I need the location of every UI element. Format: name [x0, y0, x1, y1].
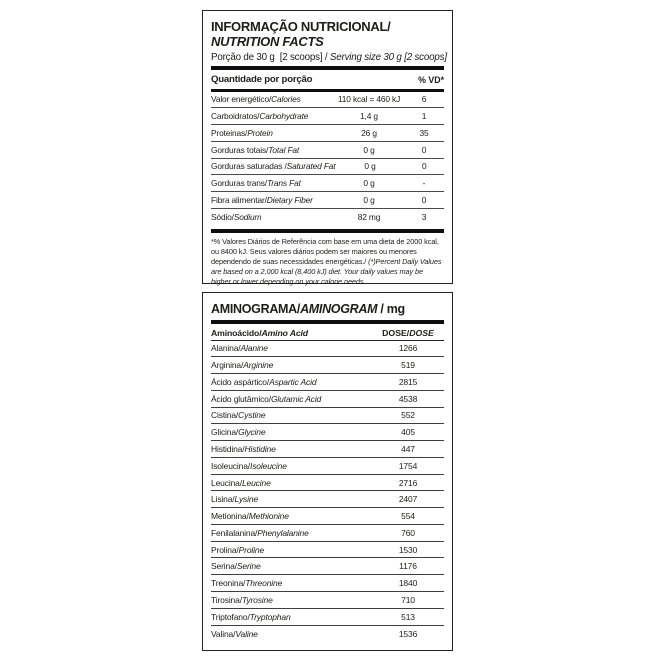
nutrient-dv: 0 [422, 161, 427, 172]
nutrient-amount: 0 g [363, 178, 375, 189]
nutrient-amount: 26 g [361, 127, 377, 138]
amino-acid-name [211, 612, 372, 622]
amino-acid-name [211, 360, 372, 370]
nutrient-label [211, 94, 334, 104]
amino-acid-dose: 2716 [398, 477, 418, 488]
amino-acid-name-en: Cystine [238, 410, 266, 421]
thick-divider-bar-bottom [211, 229, 444, 233]
nutrient-amount: 110 kcal = 460 kJ [337, 94, 401, 105]
amino-acid-name [211, 494, 372, 504]
nutrient-amount: 82 mg [357, 212, 381, 223]
nutrient-name-pt: Sódio/ [211, 212, 234, 223]
aminogram-table-row [211, 508, 444, 525]
amino-acid-name [211, 427, 372, 437]
nutrient-dv: 3 [421, 212, 427, 223]
amino-acid-name-pt: Ácido aspártico/ [211, 376, 270, 387]
amino-acid-name [211, 545, 372, 555]
amino-acid-name-en: Methionine [248, 511, 289, 522]
amino-acid-name-pt: Alanina/ [211, 343, 241, 354]
nutrient-dv: 0 [421, 144, 427, 155]
amino-acid-dose: 760 [401, 527, 415, 538]
amino-acid-header-en: Amino Acid [261, 327, 308, 338]
nutrition-facts-panel [202, 10, 453, 284]
amino-acid-dose: 710 [401, 594, 415, 605]
amino-acid-name-en: Serine [236, 561, 261, 572]
nutrition-table-row [211, 175, 444, 192]
aminogram-table-row [211, 424, 444, 441]
amino-acid-name-en: Histidine [244, 443, 276, 454]
nutrition-table-row [211, 209, 444, 226]
aminogram-title [211, 302, 444, 317]
aminogram-table-row [211, 458, 444, 475]
percent-dv-header: % VD* [418, 74, 444, 85]
nutrient-amount: 0 g [363, 194, 375, 205]
aminogram-table-row [211, 357, 444, 374]
nutrient-name-pt: Proteinas/ [211, 127, 248, 138]
nutrient-label [211, 195, 334, 205]
nutrition-table-row [211, 159, 444, 176]
amino-acid-name-en: Glutamic Acid [270, 393, 322, 404]
nutrition-panel-inner [203, 11, 452, 287]
amino-acid-name-en: Leucine [241, 477, 271, 488]
amino-acid-name-pt: Metionina/ [211, 511, 249, 522]
amino-acid-name [211, 511, 372, 521]
amino-acid-name-en: Proline [238, 544, 265, 555]
nutrition-table-header [211, 70, 444, 89]
amino-acid-name-pt: Histidina/ [211, 443, 245, 454]
amino-acid-dose: 519 [401, 360, 415, 371]
amino-acid-name-en: Lysine [234, 494, 259, 505]
amino-acid-name [211, 629, 372, 639]
amino-acid-dose: 2815 [398, 376, 418, 387]
nutrition-title-pt: INFORMAÇÃO NUTRICIONAL/ [211, 19, 391, 34]
nutrient-name-pt: Gorduras saturadas / [211, 161, 287, 172]
nutrient-name-en: Calories [271, 94, 301, 105]
dose-header-pt: DOSE/ [382, 327, 410, 338]
footnote-pt: *% Valores Diários de Referência com base em uma dieta de 2000 kcal, ou 8400 kJ. Seus valores diários podem ser maiores ou menores dependendo de suas necessidades energéticas./ [211, 236, 439, 266]
nutrient-name-en: Dietary Fiber [266, 194, 313, 205]
nutrient-label [211, 145, 334, 155]
amino-acid-name-pt: Fenilalanina/ [211, 527, 258, 538]
nutrient-dv: 0 [421, 194, 427, 205]
quantity-per-serving-header: Quantidade por porção [211, 74, 313, 85]
nutrient-dv: 35 [419, 127, 429, 138]
aminogram-table-row [211, 525, 444, 542]
amino-acid-name-en: Threonine [245, 578, 283, 589]
aminogram-table-row [211, 558, 444, 575]
amino-acid-name [211, 410, 372, 420]
nutrient-name-pt: Gorduras totais/ [211, 144, 269, 155]
amino-acid-name-pt: Lisina/ [211, 494, 235, 505]
aminogram-table-header [211, 326, 444, 341]
amino-acid-name [211, 528, 372, 538]
nutrient-name-en: Sodium [233, 212, 262, 223]
aminogram-thick-divider-bar [211, 320, 444, 324]
amino-acid-name [211, 478, 372, 488]
nutrient-name-en: Protein [247, 127, 273, 138]
nutrition-title-en: NUTRITION FACTS [211, 33, 324, 49]
aminogram-table-row [211, 391, 444, 408]
nutrient-label [211, 111, 334, 121]
amino-acid-dose: 1840 [398, 578, 418, 589]
amino-acid-dose: 1266 [398, 343, 418, 354]
amino-acid-dose: 552 [401, 410, 415, 421]
amino-acid-dose: 2407 [398, 494, 418, 505]
amino-acid-name-en: Glycine [238, 427, 266, 438]
nutrient-name-pt: Gorduras trans/ [211, 178, 267, 189]
amino-acid-name-en: Valine [235, 628, 258, 639]
nutrient-label [211, 161, 335, 171]
amino-acid-name-pt: Valina/ [211, 628, 236, 639]
amino-acid-dose: 513 [401, 611, 415, 622]
nutrition-table-row [211, 92, 444, 109]
amino-acid-name-pt: Treonina/ [211, 578, 246, 589]
aminogram-table-row [211, 475, 444, 492]
nutrient-label [211, 178, 334, 188]
amino-acid-name-en: Tyrosine [241, 594, 273, 605]
nutrient-name-pt: Fibra alimentar/ [211, 194, 267, 205]
amino-acid-dose: 4538 [398, 393, 418, 404]
nutrient-name-en: Trans Fat [266, 178, 301, 189]
amino-acid-name-pt: Tirosina/ [211, 594, 242, 605]
amino-acid-name-pt: Serina/ [211, 561, 237, 572]
aminogram-title-pt: AMINOGRAMA/ [211, 302, 301, 316]
nutrient-name-pt: Carboidratos/ [211, 111, 260, 122]
nutrition-title [211, 20, 444, 49]
amino-acid-name [211, 444, 372, 454]
aminogram-table-row [211, 341, 444, 358]
amino-acid-name [211, 578, 372, 588]
aminogram-table-row [211, 609, 444, 626]
dose-column-header [372, 328, 444, 338]
amino-acid-dose: 1754 [398, 460, 418, 471]
amino-acid-name-en: Tryptophan [249, 611, 291, 622]
nutrient-name-en: Total Fat [268, 144, 300, 155]
amino-acid-name [211, 561, 372, 571]
amino-acid-name-en: Isoleucine [250, 460, 287, 471]
serving-size-en: Serving size 30 g [2 scoops] [329, 52, 447, 63]
amino-acid-name [211, 461, 372, 471]
amino-acid-name-en: Aspartic Acid [269, 376, 317, 387]
amino-acid-name-pt: Leucina/ [211, 477, 242, 488]
amino-acid-header-pt: Aminoácido/ [211, 327, 262, 338]
amino-acid-dose: 1176 [399, 561, 417, 572]
nutrition-table-row [211, 108, 444, 125]
amino-acid-name [211, 343, 372, 353]
aminogram-panel [202, 292, 453, 651]
amino-acid-dose: 554 [401, 511, 415, 522]
amino-acid-dose: 447 [401, 443, 415, 454]
serving-size-line [211, 52, 447, 63]
nutrient-dv: - [422, 178, 426, 189]
nutrient-amount: 0 g [364, 161, 376, 172]
aminogram-table-row [211, 441, 444, 458]
nutrient-amount: 0 g [363, 144, 375, 155]
aminogram-table-row [211, 408, 444, 425]
aminogram-table-row [211, 374, 444, 391]
nutrient-amount: 1,4 g [360, 111, 378, 122]
amino-acid-name-pt: Isoleucina/ [211, 460, 250, 471]
amino-acid-name [211, 595, 372, 605]
nutrient-dv: 1 [421, 111, 427, 122]
aminogram-table-body [211, 341, 444, 643]
aminogram-table-row [211, 575, 444, 592]
aminogram-title-en: AMINOGRAM [300, 302, 378, 316]
nutrient-dv: 6 [421, 94, 427, 105]
amino-acid-name-pt: Glicina/ [211, 427, 239, 438]
nutrient-label [211, 212, 334, 222]
aminogram-table-row [211, 626, 444, 643]
nutrition-table-row [211, 142, 444, 159]
amino-acid-name-pt: Arginina/ [211, 360, 244, 371]
amino-acid-name-pt: Prolina/ [211, 544, 239, 555]
footnote-en: (*)Percent Daily Values are based on a 2,000 kcal (8,400 kJ) diet. Your daily values may be higher or lower depending on your calorie needs. [211, 256, 442, 286]
amino-acid-dose: 1536 [398, 628, 418, 639]
dose-header-en: DOSE [409, 327, 434, 338]
amino-acid-dose: 405 [401, 427, 415, 438]
nutrient-name-en: Carbohydrate [259, 111, 309, 122]
aminogram-table-row [211, 542, 444, 559]
amino-acid-name-en: Arginine [243, 360, 274, 371]
amino-acid-name-pt: Triptofano/ [211, 611, 250, 622]
nutrient-name-en: Saturated Fat [286, 161, 336, 172]
amino-acid-name [211, 377, 372, 387]
nutrition-table-row [211, 125, 444, 142]
nutrient-label [211, 128, 334, 138]
amino-acid-name-en: Alanine [240, 343, 268, 354]
amino-acid-name-en: Phenylalanine [257, 527, 309, 538]
amino-acid-name [211, 394, 372, 404]
nutrition-table-body [211, 92, 444, 226]
nutrition-table-row [211, 192, 444, 209]
aminogram-title-unit: / mg [377, 302, 405, 316]
amino-acid-dose: 1530 [398, 544, 418, 555]
serving-size-pt: Porção de 30 g [2 scoops] / [211, 52, 330, 63]
nutrient-name-pt: Valor energético/ [211, 94, 272, 105]
aminogram-table-row [211, 592, 444, 609]
amino-acid-name-pt: Cistina/ [211, 410, 239, 421]
aminogram-table-row [211, 491, 444, 508]
daily-values-footnote [211, 237, 444, 287]
aminogram-panel-inner [203, 293, 452, 642]
amino-acid-name-pt: Ácido glutâmico/ [211, 393, 271, 404]
amino-acid-column-header [211, 328, 372, 338]
